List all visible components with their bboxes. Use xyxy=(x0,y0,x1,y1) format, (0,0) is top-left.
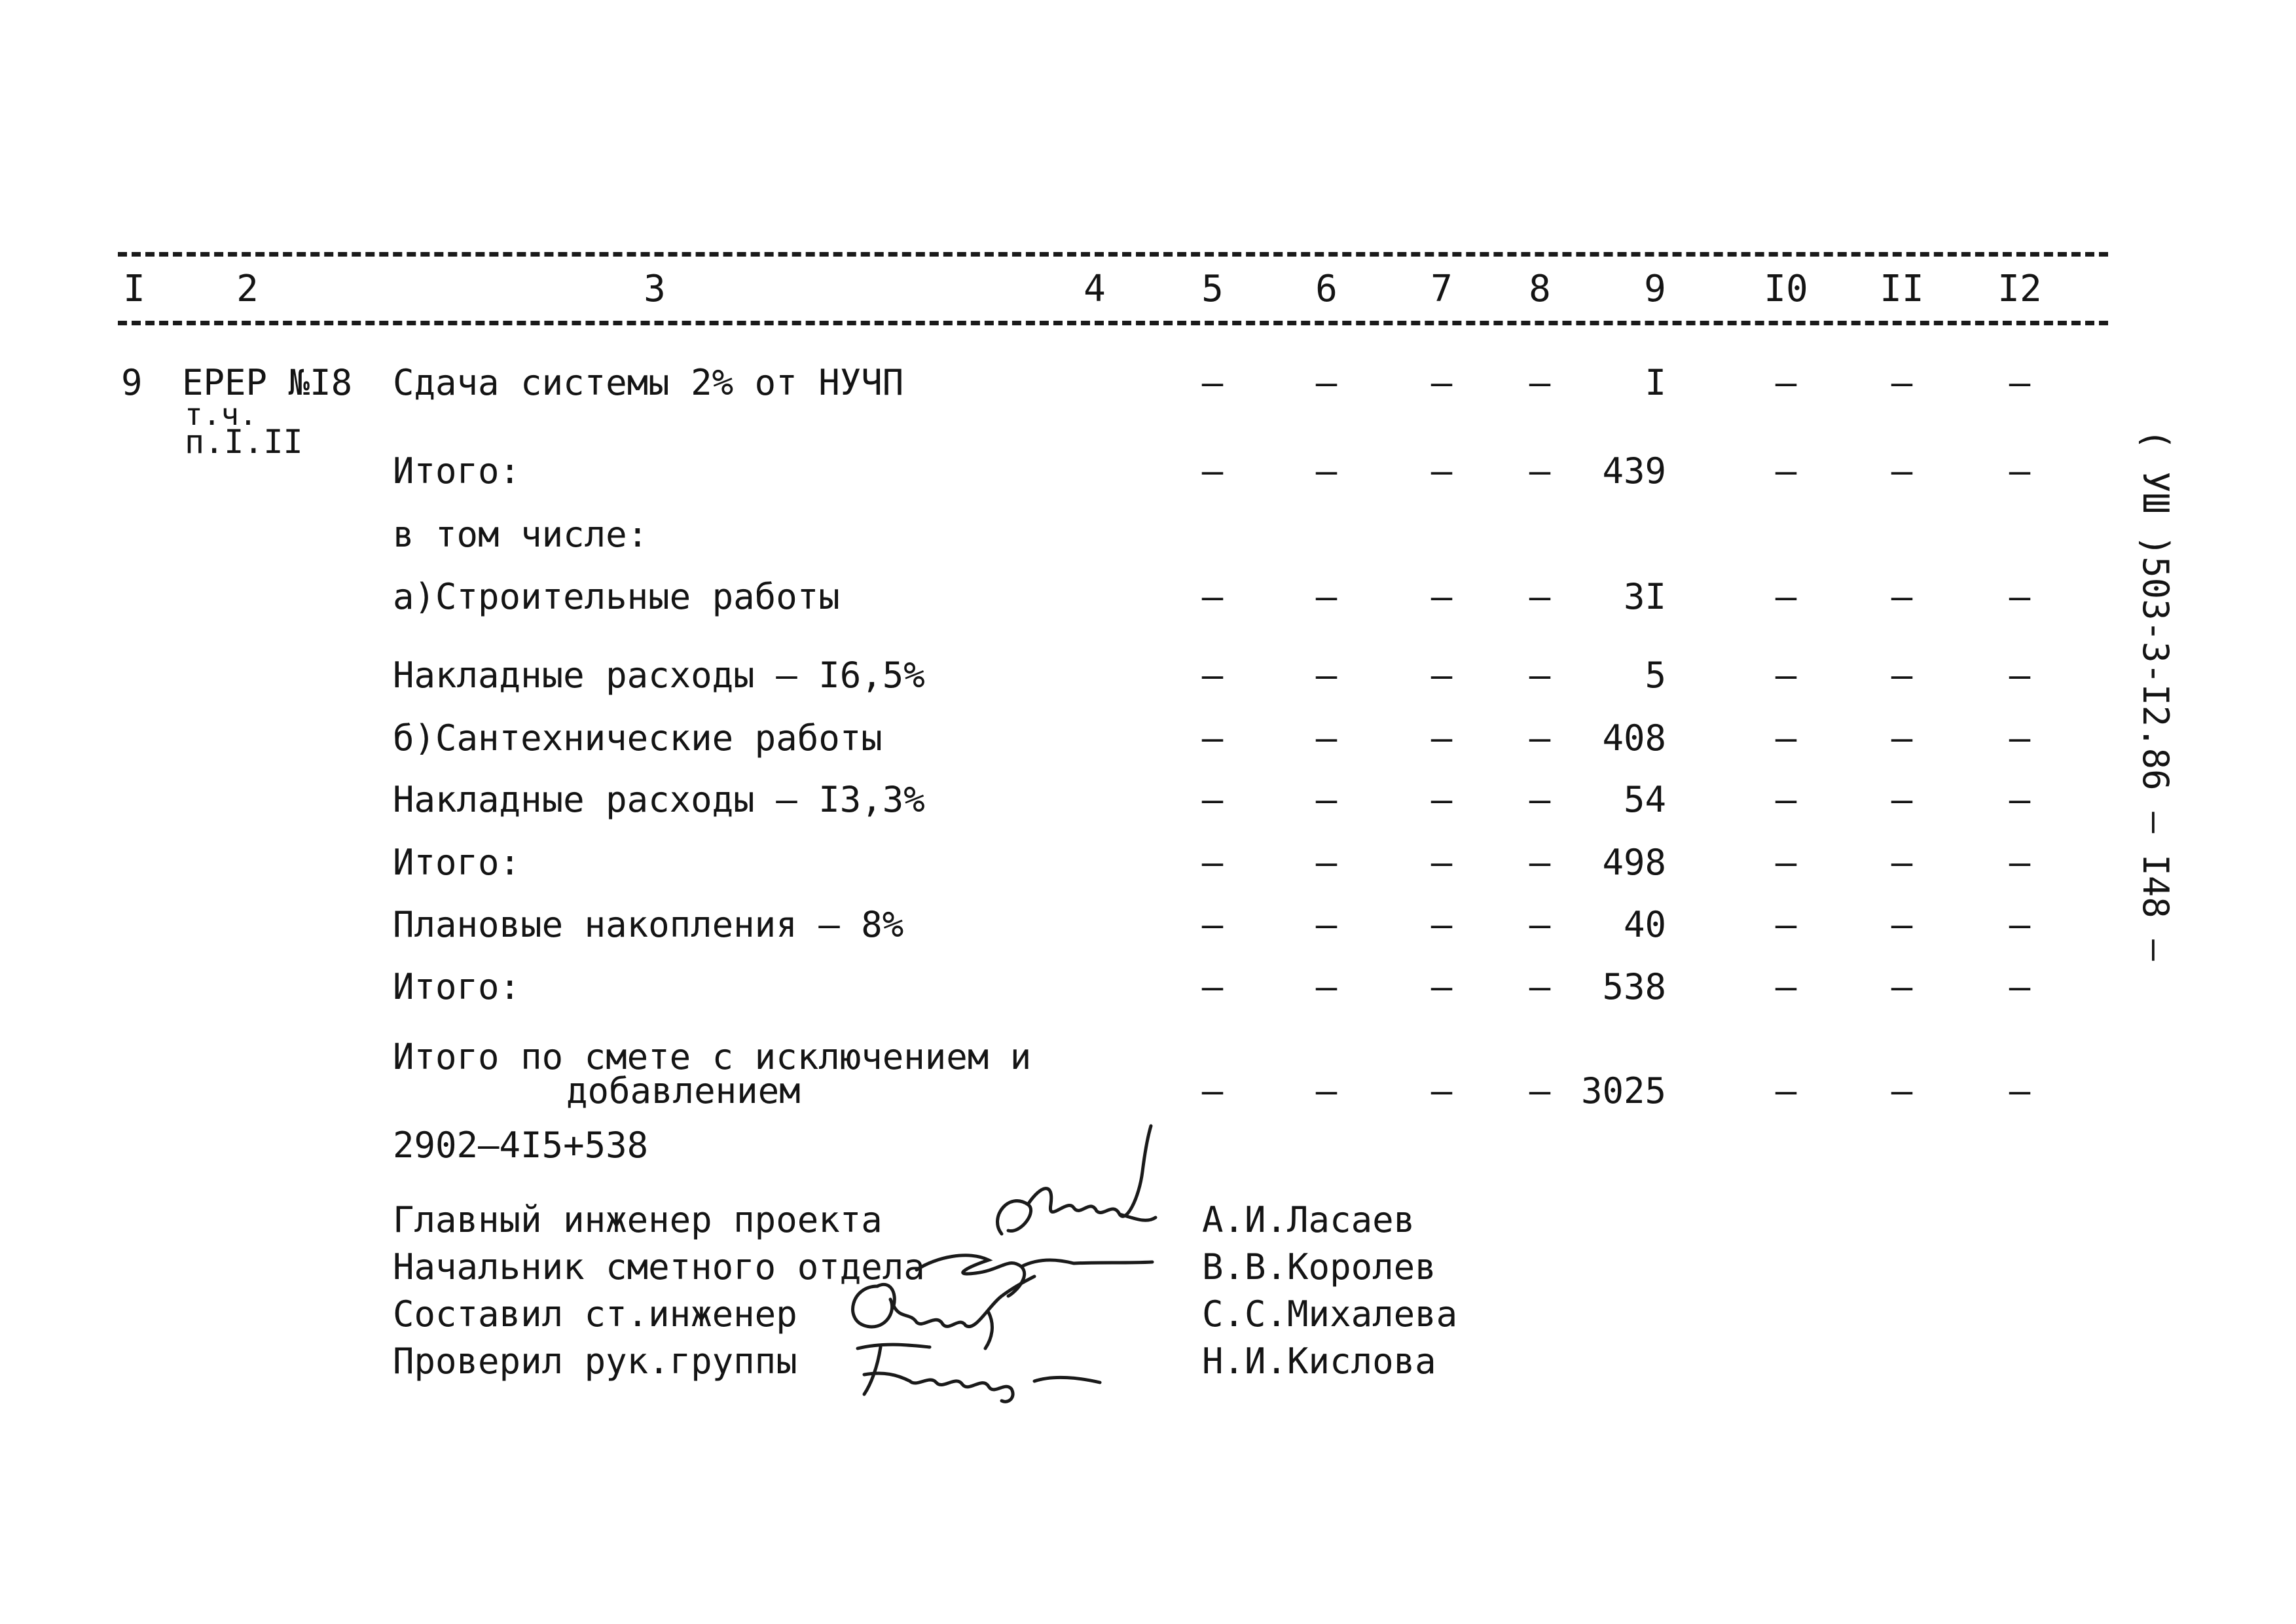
cell-col-7: – xyxy=(1430,779,1453,820)
cell-col-12: – xyxy=(2009,655,2031,696)
signature-name-estimate-head: В.В.Королев xyxy=(1202,1246,1436,1288)
column-header-12: I2 xyxy=(1997,268,2042,310)
cell-col-6: – xyxy=(1315,966,1338,1007)
margin-note-text: ( УШ )503-3-I2.86 – I48 – xyxy=(2135,429,2176,961)
cell-col-5: – xyxy=(1201,904,1224,945)
cell-col-11: – xyxy=(1891,717,1913,759)
cell-col-5: – xyxy=(1201,717,1224,759)
cell-col-9-value: 5 xyxy=(1645,655,1666,696)
cell-col-10: – xyxy=(1775,450,1797,492)
column-header-7: 7 xyxy=(1430,268,1453,310)
row-label: Итого по смете с исключением и xyxy=(393,1036,1032,1077)
cell-col-10: – xyxy=(1775,966,1797,1007)
handwritten-signature-chief-engineer xyxy=(982,1119,1165,1244)
row-label: Плановые накопления – 8% xyxy=(393,904,904,945)
cell-col-5: – xyxy=(1201,655,1224,696)
cell-col-9-value: 439 xyxy=(1602,450,1666,492)
cell-col-6: – xyxy=(1315,842,1338,883)
cell-col-7: – xyxy=(1430,966,1453,1007)
cell-col-5: – xyxy=(1201,779,1224,820)
cell-col-10: – xyxy=(1775,904,1797,945)
row-label: Сдача системы 2% от НУЧП xyxy=(393,362,904,403)
cell-col-11: – xyxy=(1891,842,1913,883)
column-header-3: 3 xyxy=(644,268,666,310)
row-label: в том числе: xyxy=(393,514,649,555)
row-label: Накладные расходы – I3,3% xyxy=(393,779,925,820)
column-header-2: 2 xyxy=(236,268,259,310)
cell-col-10: – xyxy=(1775,779,1797,820)
margin-note xyxy=(2135,429,2176,961)
column-header-1: I xyxy=(123,268,145,310)
cell-col-8: – xyxy=(1529,576,1551,617)
cell-col-12: – xyxy=(2009,576,2031,617)
column-header-5: 5 xyxy=(1201,268,1224,310)
cell-col-12: – xyxy=(2009,966,2031,1007)
signature-role-estimate-head: Начальник сметного отдела xyxy=(393,1246,925,1288)
column-header-4: 4 xyxy=(1084,268,1106,310)
cell-col-6: – xyxy=(1315,450,1338,492)
cell-col-11: – xyxy=(1891,362,1913,403)
table-header-rule xyxy=(118,321,2108,325)
cell-col-9-value: 40 xyxy=(1623,904,1666,945)
cell-col-12: – xyxy=(2009,450,2031,492)
cell-col-6: – xyxy=(1315,717,1338,759)
cell-col-10: – xyxy=(1775,655,1797,696)
cell-col-9-value: 3025 xyxy=(1580,1070,1666,1111)
row-label: Итого: xyxy=(393,966,521,1007)
column-header-8: 8 xyxy=(1529,268,1551,310)
cell-col-7: – xyxy=(1430,576,1453,617)
cell-col-7: – xyxy=(1430,842,1453,883)
entry-number: 9 xyxy=(121,362,143,403)
entry-code-line3: п.I.II xyxy=(185,423,303,461)
cell-col-5: – xyxy=(1201,842,1224,883)
cell-col-7: – xyxy=(1430,717,1453,759)
cell-col-11: – xyxy=(1891,966,1913,1007)
cell-col-10: – xyxy=(1775,1070,1797,1111)
cell-col-12: – xyxy=(2009,1070,2031,1111)
cell-col-12: – xyxy=(2009,717,2031,759)
row-label: Итого: xyxy=(393,450,521,492)
cell-col-8: – xyxy=(1529,450,1551,492)
cell-col-9-value: 538 xyxy=(1602,966,1666,1007)
cell-col-12: – xyxy=(2009,842,2031,883)
cell-col-7: – xyxy=(1430,362,1453,403)
cell-col-9-value: 3I xyxy=(1623,576,1666,617)
cell-col-9-value: I xyxy=(1645,362,1666,403)
cell-col-12: – xyxy=(2009,362,2031,403)
row-label: б)Сантехнические работы xyxy=(393,717,883,759)
cell-col-5: – xyxy=(1201,450,1224,492)
signature-role-checker: Проверил рук.группы xyxy=(393,1341,797,1382)
cell-col-11: – xyxy=(1891,779,1913,820)
cell-col-11: – xyxy=(1891,576,1913,617)
cell-col-7: – xyxy=(1430,1070,1453,1111)
cell-col-9-value: 54 xyxy=(1623,779,1666,820)
cell-col-12: – xyxy=(2009,779,2031,820)
entry-code: ЕРЕР №I8 xyxy=(182,362,353,403)
column-header-11: II xyxy=(1880,268,1924,310)
cell-col-7: – xyxy=(1430,655,1453,696)
row-label-continued: добавлением xyxy=(566,1070,801,1111)
cell-col-10: – xyxy=(1775,842,1797,883)
signature-name-checker: Н.И.Кислова xyxy=(1202,1341,1436,1382)
cell-col-6: – xyxy=(1315,1070,1338,1111)
cell-col-8: – xyxy=(1529,779,1551,820)
cell-col-6: – xyxy=(1315,779,1338,820)
cell-col-6: – xyxy=(1315,576,1338,617)
formula-text: 2902–4I5+538 xyxy=(393,1125,649,1166)
cell-col-8: – xyxy=(1529,362,1551,403)
cell-col-8: – xyxy=(1529,717,1551,759)
row-label: а)Строительные работы xyxy=(393,576,840,617)
column-header-10: I0 xyxy=(1764,268,1808,310)
cell-col-11: – xyxy=(1891,450,1913,492)
cell-col-6: – xyxy=(1315,655,1338,696)
cell-col-5: – xyxy=(1201,576,1224,617)
signature-role-chief-engineer: Главный инженер проекта xyxy=(393,1199,883,1240)
signature-role-compiler: Составил ст.инженер xyxy=(393,1293,797,1335)
handwritten-signature-checker xyxy=(845,1335,1106,1407)
cell-col-10: – xyxy=(1775,717,1797,759)
table-top-rule xyxy=(118,252,2108,257)
column-header-9: 9 xyxy=(1644,268,1666,310)
entry-code-line2: т.ч. xyxy=(185,397,257,432)
cell-col-8: – xyxy=(1529,966,1551,1007)
cell-col-5: – xyxy=(1201,966,1224,1007)
cell-col-10: – xyxy=(1775,576,1797,617)
cell-col-11: – xyxy=(1891,904,1913,945)
cell-col-6: – xyxy=(1315,904,1338,945)
cell-col-5: – xyxy=(1201,1070,1224,1111)
cell-col-12: – xyxy=(2009,904,2031,945)
column-header-6: 6 xyxy=(1315,268,1338,310)
signature-name-chief-engineer: А.И.Ласаев xyxy=(1202,1199,1415,1240)
cell-col-8: – xyxy=(1529,655,1551,696)
cell-col-11: – xyxy=(1891,1070,1913,1111)
row-label: Накладные расходы – I6,5% xyxy=(393,655,925,696)
cell-col-8: – xyxy=(1529,904,1551,945)
cell-col-7: – xyxy=(1430,904,1453,945)
cell-col-9-value: 498 xyxy=(1602,842,1666,883)
cell-col-7: – xyxy=(1430,450,1453,492)
cell-col-6: – xyxy=(1315,362,1338,403)
cell-col-10: – xyxy=(1775,362,1797,403)
cell-col-8: – xyxy=(1529,1070,1551,1111)
cell-col-11: – xyxy=(1891,655,1913,696)
row-label: Итого: xyxy=(393,842,521,883)
signature-name-compiler: С.С.Михалева xyxy=(1202,1293,1458,1335)
cell-col-9-value: 408 xyxy=(1602,717,1666,759)
cell-col-8: – xyxy=(1529,842,1551,883)
cell-col-5: – xyxy=(1201,362,1224,403)
